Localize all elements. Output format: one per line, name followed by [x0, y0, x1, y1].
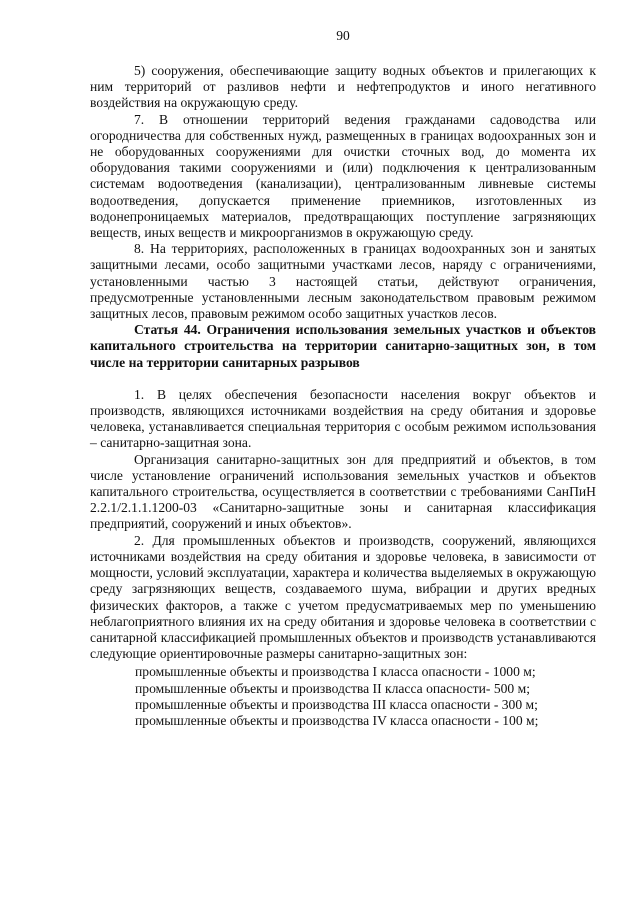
article-44-paragraph-2: 2. Для промышленных объектов и производств, сооружений, являющихся источниками воздействия на среду обитания и здоровье человека, в зависимости от мощности, условий эксплуатации, характера и количества выделяемых в окружающую среду загрязняющих веществ, создаваемого шума, вибрации и других вредных физических факторов, а также с учетом предусматриваемых мер по уменьшению неблагоприятного влияния их на среду обитания и здоровье человека в соответствии с санитарной классификацией промышленных объектов и производств устанавливаются следующие ориентировочные размеры санитарно-защитных зон: [90, 532, 596, 662]
article-44-paragraph-1: 1. В целях обеспечения безопасности населения вокруг объектов и производств, являющихся источниками воздействия на среду обитания и здоровье человека, устанавливается специальная территория с особым режимом использования – санитарно-защитная зона. [90, 386, 596, 451]
list-item-class-2: промышленные объекты и производства II класса опасности- 500 м; [135, 680, 530, 696]
paragraph-item-5: 5) сооружения, обеспечивающие защиту водных объектов и прилегающих к ним территорий от разливов нефти и нефтепродуктов и иного негативного воздействия на окружающую среду. [90, 63, 596, 111]
article-44-heading: Статья 44. Ограничения использования земельных участков и объектов капитального строительства на территории санитарно-защитных зон, в том числе на территории санитарных разрывов [90, 322, 596, 370]
list-item-class-4: промышленные объекты и производства IV класса опасности - 100 м; [135, 712, 539, 728]
list-item-class-1: промышленные объекты и производства I класса опасности - 1000 м; [135, 664, 536, 680]
page-number: 90 [336, 28, 350, 43]
list-item-class-3: промышленные объекты и производства III класса опасности - 300 м; [135, 696, 538, 712]
paragraph-8: 8. На территориях, расположенных в границах водоохранных зон и занятых защитными лесами, особо защитными участками лесов, наряду с ограничениями, установленными частью 3 настоящей статьи, действуют ограничения, предусмотренные установленными лесным законодательством правовым режимом защитных лесов, правовым режимом особо защитных участков лесов. [90, 241, 596, 322]
article-44-paragraph-organization: Организация санитарно-защитных зон для предприятий и объектов, в том числе установление ограничений использования земельных участков и объектов капитального строительства, осуществляется в соответствии с требованиями СанПиН 2.2.1/2.1.1.1200-03 «Санитарно-защитные зоны и санитарная классификация предприятий, сооружений и иных объектов». [90, 451, 596, 532]
paragraph-7: 7. В отношении территорий ведения гражданами садоводства или огородничества для собственных нужд, размещенных в границах водоохранных зон и не оборудованных сооружениями для очистки сточных вод, до момента их оборудования такими сооружениями и (или) подключения к централизованным системам водоотведения (канализации), централизованным ливневые системы водоотведения, допускается применение приемников, изготовленных из водонепроницаемых материалов, предотвращающих поступление загрязняющих веществ, иных веществ и микроорганизмов в окружающую среду. [90, 111, 596, 241]
document-page [90, 28, 596, 729]
sanitary-zone-size-list [90, 664, 596, 729]
